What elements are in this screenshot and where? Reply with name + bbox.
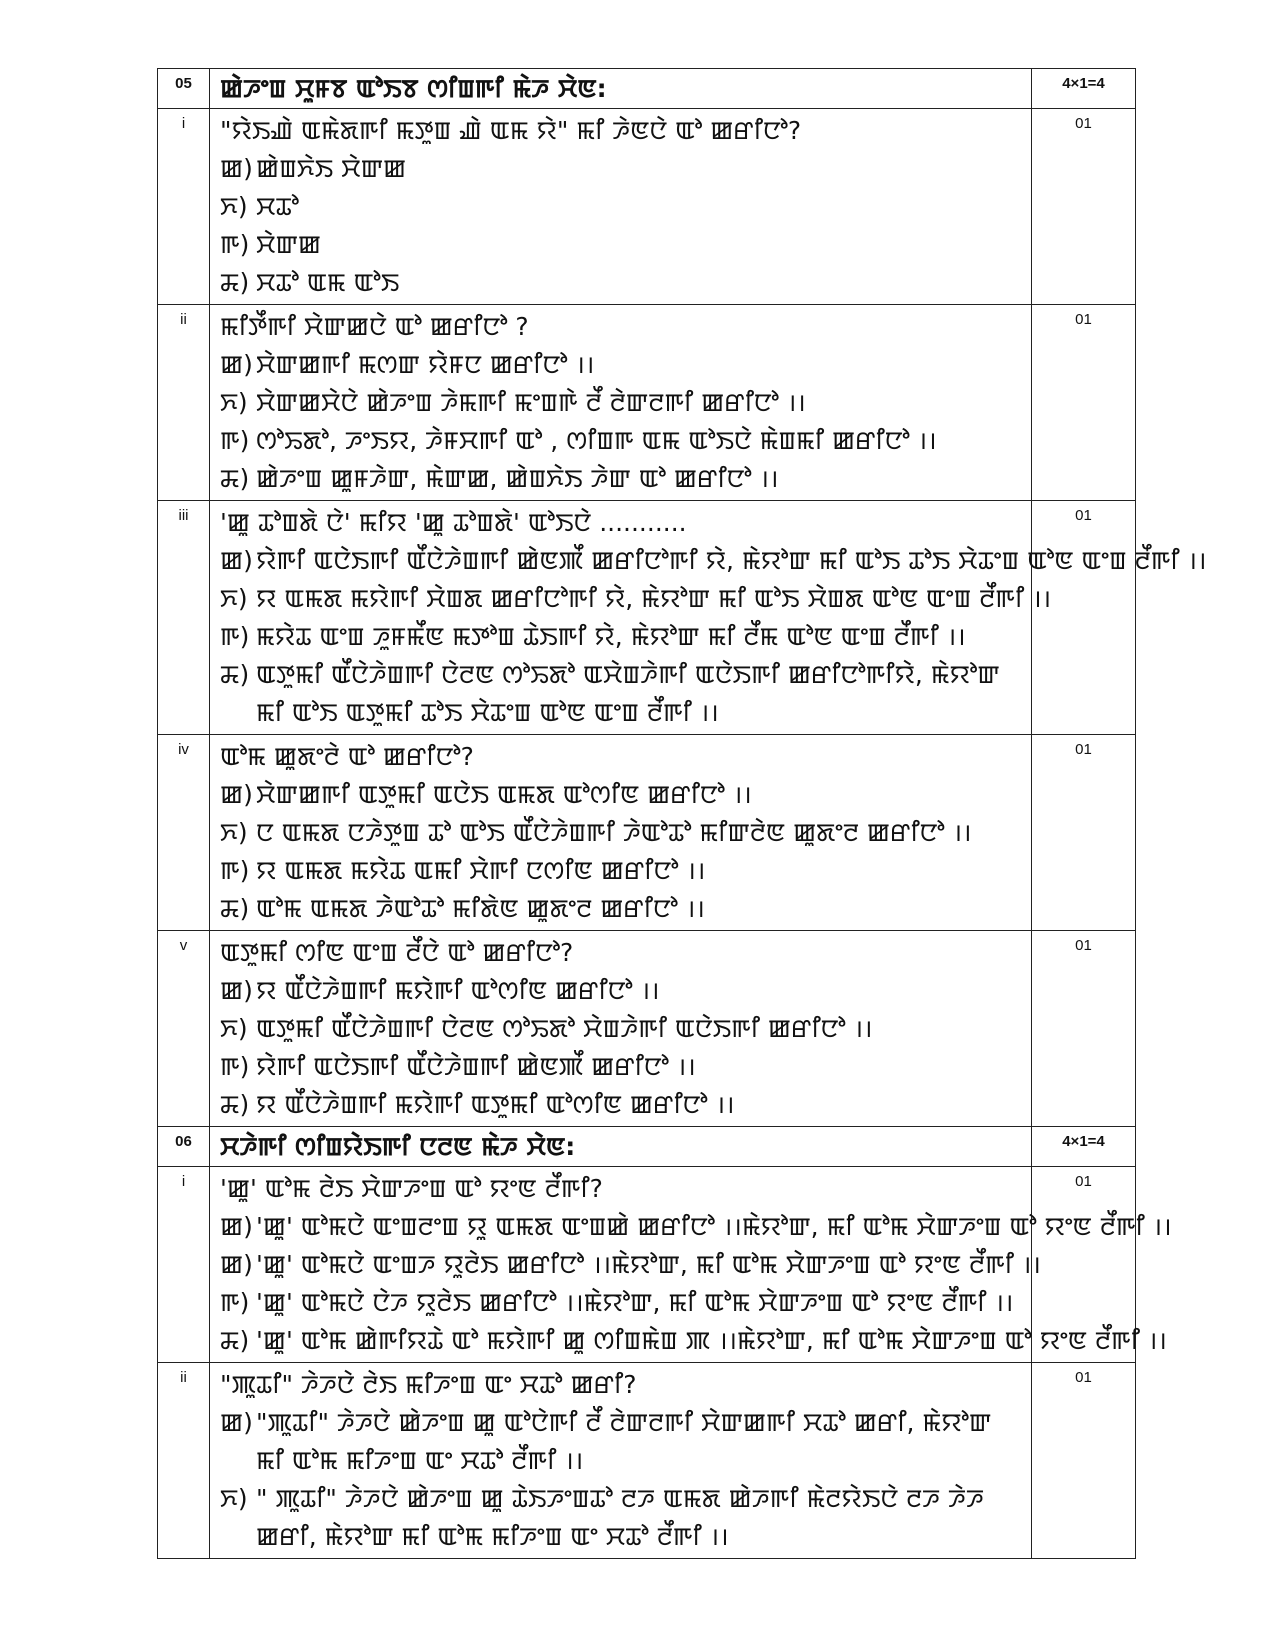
answer-option (220, 972, 1023, 1010)
option-text: ꯌ ꯑꯃꯗ ꯃꯌꯥꯊ ꯑꯃꯤ ꯆꯥꯒꯤ ꯅꯁꯤꯟ ꯀꯔꯤꯅꯣ ।। (256, 856, 706, 885)
answer-option (220, 1048, 1023, 1086)
answer-option (220, 852, 1023, 890)
answer-option (220, 188, 1023, 226)
question-stem: 'ꯀꯨ' ꯑꯣꯃ ꯂꯥꯏ ꯆꯥꯛꯍꯦꯡ ꯑꯣ ꯌꯦꯟ ꯂꯩꯒꯤ? (220, 1174, 603, 1203)
option-letter: ꯀ) (220, 1212, 253, 1241)
option-letter: ꯒ) (220, 230, 250, 259)
option-text: "ꯄꯨꯊꯤ" ꯍꯥꯍꯅꯥ ꯀꯥꯍꯦꯡ ꯀꯨ ꯑꯣꯅꯥꯒꯤ ꯂꯩ ꯂꯥꯛꯂꯒꯤ ꯆꯥꯛꯀꯒꯤ ꯆꯊꯣ ꯀꯔꯤ, ꯃꯥꯌꯣꯛ ꯃꯤ ꯑꯣꯃ ꯃꯤꯍꯦꯡ ꯑꯦ ꯆꯊꯣ ꯂꯩꯒꯤ ।। (256, 1408, 992, 1475)
question-row (158, 109, 1136, 305)
option-letter: ꯀ) (220, 546, 253, 575)
option-text: ꯀꯥꯍꯦꯡ ꯀꯨꯝꯍꯥꯛ, ꯃꯥꯛꯀ, ꯀꯥꯡꯈꯥꯏ ꯍꯥꯛ ꯑꯣ ꯀꯔꯤꯅꯣ ।। (256, 464, 779, 493)
answer-option (220, 226, 1023, 264)
answer-option (220, 422, 1023, 460)
option-letter: ꯒ) (220, 856, 250, 885)
option-text: 'ꯀꯨ' ꯑꯣꯃꯅꯥ ꯑꯦꯡꯍ ꯌꯨꯂꯥꯏ ꯀꯔꯤꯅꯣ ।।ꯃꯥꯌꯣꯛ, ꯃꯤ ꯑꯣꯃ ꯆꯥꯛꯍꯦꯡ ꯑꯣ ꯌꯦꯟ ꯂꯩꯒꯤ ।। (256, 1250, 1041, 1279)
answer-option (220, 150, 1023, 188)
section-title: ꯆꯍꯥꯒꯤ ꯁꯤꯡꯌꯥꯏꯒꯤ ꯅꯂꯟ ꯃꯥꯍ ꯆꯥꯟ: (220, 1132, 576, 1161)
option-text: ꯆꯥꯛꯀꯒꯤ ꯑꯇꯨꯃꯤ ꯑꯅꯥꯏ ꯑꯃꯗ ꯑꯣꯁꯤꯟ ꯀꯔꯤꯅꯣ ।। (256, 780, 752, 809)
answer-option (220, 1086, 1023, 1124)
question-body (210, 735, 1032, 931)
question-row (158, 305, 1136, 501)
option-letter: ꯒ) (220, 1288, 250, 1317)
question-marks: 01 (1032, 305, 1136, 501)
question-marks: 01 (1032, 109, 1136, 305)
section-number: 06 (158, 1127, 210, 1167)
question-body (210, 1363, 1032, 1559)
option-letter: ꯀ) (220, 350, 253, 379)
question-body (210, 931, 1032, 1127)
section-title-cell (210, 1127, 1032, 1167)
answer-option (220, 580, 1052, 618)
option-text: ꯌ ꯑꯩꯅꯥꯍꯥꯡꯒꯤ ꯃꯌꯥꯒꯤ ꯑꯇꯨꯃꯤ ꯑꯣꯁꯤꯟ ꯀꯔꯤꯅꯣ ।। (256, 1090, 735, 1119)
answer-option (220, 542, 1207, 580)
option-text: ꯌ ꯑꯩꯅꯥꯍꯥꯡꯒꯤ ꯃꯌꯥꯒꯤ ꯑꯣꯁꯤꯟ ꯀꯔꯤꯅꯣ ।। (256, 976, 660, 1005)
question-row (158, 931, 1136, 1127)
question-table-body (158, 69, 1207, 1559)
option-letter: ꯈ) (220, 818, 248, 847)
question-row (158, 501, 1136, 735)
question-number: iii (158, 501, 210, 735)
question-marks: 01 (1032, 501, 1136, 735)
option-text: ꯃꯌꯥꯊ ꯑꯦꯡ ꯍꯨꯝꯃꯩꯟ ꯃꯇꯣꯡ ꯊꯥꯏꯒꯤ ꯌꯥ, ꯃꯥꯌꯣꯛ ꯃꯤ ꯂꯩꯃ ꯑꯣꯟ ꯑꯦꯡ ꯂꯩꯒꯤ ।। (256, 622, 966, 651)
answer-option (220, 1208, 1172, 1246)
question-stem: "ꯌꯥꯏꯉꯥ ꯑꯃꯥꯗꯒꯤ ꯃꯇꯨꯡ ꯉꯥ ꯑꯃ ꯌꯥ" ꯃꯤ ꯍꯥꯟꯅꯥ ꯑꯣ ꯀꯔꯤꯅꯣ? (220, 116, 802, 145)
option-text: ꯆꯊꯣ ꯑꯃ ꯑꯣꯏ (256, 268, 400, 297)
question-number: ii (158, 305, 210, 501)
answer-option (220, 384, 1023, 422)
question-number: i (158, 109, 210, 305)
question-stem: "ꯄꯨꯊꯤ" ꯍꯥꯍꯅꯥ ꯂꯥꯏ ꯃꯤꯍꯦꯡ ꯑꯦ ꯆꯊꯣ ꯀꯔꯤ? (220, 1370, 637, 1399)
answer-option (220, 656, 1023, 732)
option-text: ꯌꯥꯒꯤ ꯑꯅꯥꯏꯒꯤ ꯑꯩꯅꯥꯍꯥꯡꯒꯤ ꯀꯥꯟꯄꯩ ꯀꯔꯤꯅꯣ ।। (256, 1052, 696, 1081)
option-letter: ꯒ) (220, 622, 250, 651)
question-number: i (158, 1167, 210, 1363)
section-marks: 4×1=4 (1032, 69, 1136, 109)
answer-option (220, 264, 1023, 302)
option-text: ꯅ ꯑꯃꯗ ꯅꯍꯥꯇꯨꯡ ꯊꯣ ꯑꯣꯏ ꯑꯩꯅꯥꯍꯥꯡꯒꯤ ꯍꯥꯑꯣꯊꯣ ꯃꯤꯛꯂꯥꯟ ꯀꯨꯗꯦꯂ ꯀꯔꯤꯅꯣ ।। (256, 818, 972, 847)
option-text: ꯆꯊꯣ (256, 192, 299, 221)
question-marks: 01 (1032, 1167, 1136, 1363)
option-text: ꯌ ꯑꯃꯗ ꯃꯌꯥꯒꯤ ꯆꯥꯡꯗ ꯀꯔꯤꯅꯣꯒꯤ ꯌꯥ, ꯃꯥꯌꯣꯛ ꯃꯤ ꯑꯣꯏ ꯆꯥꯡꯗ ꯑꯣꯟ ꯑꯦꯡ ꯂꯩꯒꯤ ।। (256, 584, 1052, 613)
option-text: ꯀꯥꯡꯈꯥꯏ ꯆꯥꯛꯀ (256, 154, 407, 183)
option-letter: ꯀ) (220, 1408, 253, 1437)
question-marks: 01 (1032, 735, 1136, 931)
question-row (158, 1167, 1136, 1363)
option-text: ꯆꯥꯛꯀꯆꯥꯅꯥ ꯀꯥꯍꯦꯡ ꯍꯥꯃꯒꯤ ꯃꯦꯡꯒꯥ ꯂꯩ ꯂꯥꯛꯂꯒꯤ ꯀꯔꯤꯅꯣ ।। (256, 388, 806, 417)
section-title-cell (210, 69, 1032, 109)
option-letter: ꯀ) (220, 1250, 253, 1279)
answer-option (220, 1322, 1167, 1360)
question-stem: ꯃꯤꯇꯩꯒꯤ ꯆꯥꯛꯀꯅꯥ ꯑꯣ ꯀꯔꯤꯅꯣ ? (220, 312, 529, 341)
answer-option (220, 814, 1023, 852)
option-text: 'ꯀꯨ' ꯑꯣꯃ ꯀꯥꯒꯤꯌꯊꯥ ꯑꯣ ꯃꯌꯥꯒꯤ ꯀꯨ ꯁꯤꯡꯃꯥꯡ ꯄ ।।ꯃꯥꯌꯣꯛ, ꯃꯤ ꯑꯣꯃ ꯆꯥꯛꯍꯦꯡ ꯑꯣ ꯌꯦꯟ ꯂꯩꯒꯤ ।। (256, 1326, 1167, 1355)
section-header-row (158, 69, 1136, 109)
option-letter: ꯘ) (220, 268, 250, 297)
answer-option (220, 1010, 1023, 1048)
option-text: ꯑꯇꯨꯃꯤ ꯑꯩꯅꯥꯍꯥꯡꯒꯤ ꯅꯥꯂꯟ ꯁꯣꯢꯗꯣ ꯑꯆꯥꯡꯍꯥꯒꯤ ꯑꯅꯥꯏꯒꯤ ꯀꯔꯤꯅꯣꯒꯤꯌꯥ, ꯃꯥꯌꯣꯛ ꯃꯤ ꯑꯣꯏ ꯑꯇꯨꯃꯤ ꯊꯣꯏ ꯆꯥꯊꯦꯡ ꯑꯣꯟ ꯑꯦꯡ ꯂꯩꯒꯤ ।। (256, 660, 1000, 727)
option-letter: ꯈ) (220, 1014, 248, 1043)
answer-option (220, 1284, 1023, 1322)
question-body (210, 305, 1032, 501)
answer-option (220, 890, 1023, 928)
question-marks: 01 (1032, 1363, 1136, 1559)
question-marks: 01 (1032, 931, 1136, 1127)
question-table (157, 68, 1207, 1559)
section-marks: 4×1=4 (1032, 1127, 1136, 1167)
answer-option (220, 1404, 1023, 1480)
option-text: ꯑꯣꯃ ꯑꯃꯗ ꯍꯥꯑꯣꯊꯣ ꯃꯤꯗꯥꯟ ꯀꯨꯗꯦꯂ ꯀꯔꯤꯅꯣ ।। (256, 894, 705, 923)
option-letter: ꯘ) (220, 660, 250, 689)
option-letter: ꯈ) (220, 1484, 248, 1513)
option-letter: ꯀ) (220, 780, 253, 809)
question-stem: 'ꯀꯨ ꯊꯣꯡꯗꯥ ꯅꯥ' ꯃꯤꯌ 'ꯀꯨ ꯊꯣꯡꯗꯥ' ꯑꯣꯏꯅꯥ ........... (220, 508, 687, 537)
option-letter: ꯒ) (220, 1052, 250, 1081)
option-letter: ꯈ) (220, 192, 248, 221)
answer-option (220, 346, 1023, 384)
option-text: 'ꯀꯨ' ꯑꯣꯃꯅꯥ ꯅꯥꯍ ꯌꯨꯂꯥꯏ ꯀꯔꯤꯅꯣ ।।ꯃꯥꯌꯣꯛ, ꯃꯤ ꯑꯣꯃ ꯆꯥꯛꯍꯦꯡ ꯑꯣ ꯌꯦꯟ ꯂꯩꯒꯤ ।। (256, 1288, 1014, 1317)
option-text: ꯑꯇꯨꯃꯤ ꯑꯩꯅꯥꯍꯥꯡꯒꯤ ꯅꯥꯂꯟ ꯁꯣꯢꯗꯣ ꯆꯥꯡꯍꯥꯒꯤ ꯑꯅꯥꯏꯒꯤ ꯀꯔꯤꯅꯣ ।। (256, 1014, 873, 1043)
option-letter: ꯈ) (220, 584, 248, 613)
option-text: ꯌꯥꯒꯤ ꯑꯅꯥꯏꯒꯤ ꯑꯩꯅꯥꯍꯥꯡꯒꯤ ꯀꯥꯟꯄꯩ ꯀꯔꯤꯅꯣꯒꯤ ꯌꯥ, ꯃꯥꯌꯣꯛ ꯃꯤ ꯑꯣꯏ ꯊꯣꯏ ꯆꯥꯊꯦꯡ ꯑꯣꯟ ꯑꯦꯡ ꯂꯩꯒꯤ ।। (256, 546, 1207, 575)
section-number: 05 (158, 69, 210, 109)
option-letter: ꯀ) (220, 154, 253, 183)
question-number: iv (158, 735, 210, 931)
question-number: v (158, 931, 210, 1127)
answer-option (220, 618, 1023, 656)
option-letter: ꯈ) (220, 388, 248, 417)
option-text: 'ꯀꯨ' ꯑꯣꯃꯅꯥ ꯑꯦꯡꯂꯦꯡ ꯌꯨ ꯑꯃꯗ ꯑꯦꯡꯀꯥ ꯀꯔꯤꯅꯣ ।।ꯃꯥꯌꯣꯛ, ꯃꯤ ꯑꯣꯃ ꯆꯥꯛꯍꯦꯡ ꯑꯣ ꯌꯦꯟ ꯂꯩꯒꯤ ।। (256, 1212, 1172, 1241)
option-text: " ꯄꯨꯊꯤ" ꯍꯥꯍꯅꯥ ꯀꯥꯍꯦꯡ ꯀꯨ ꯊꯥꯏꯍꯦꯡꯊꯣ ꯂꯍ ꯑꯃꯗ ꯀꯥꯍꯒꯤ ꯃꯥꯂꯌꯥꯏꯅꯥ ꯂꯍ ꯍꯥꯍ ꯀꯔꯤ, ꯃꯥꯌꯣꯛ ꯃꯤ ꯑꯣꯃ ꯃꯤꯍꯦꯡ ꯑꯦ ꯆꯊꯣ ꯂꯩꯒꯤ ।। (256, 1484, 984, 1551)
answer-option (220, 1246, 1041, 1284)
question-row (158, 1363, 1136, 1559)
option-letter: ꯘ) (220, 894, 250, 923)
question-stem: ꯑꯇꯨꯃꯤ ꯁꯤꯟ ꯑꯦꯡ ꯂꯩꯅꯥ ꯑꯣ ꯀꯔꯤꯅꯣ? (220, 938, 574, 967)
question-body (210, 109, 1032, 305)
option-letter: ꯒ) (220, 426, 250, 455)
answer-option (220, 460, 1023, 498)
section-header-row (158, 1127, 1136, 1167)
option-text: ꯆꯥꯛꯀꯒꯤ ꯃꯁꯛ ꯌꯥꯝꯅ ꯀꯔꯤꯅꯣ ।। (256, 350, 595, 379)
question-row (158, 735, 1136, 931)
question-stem: ꯑꯣꯃ ꯀꯨꯗꯦꯂꯥ ꯑꯣ ꯀꯔꯤꯅꯣ? (220, 742, 474, 771)
answer-option (220, 1480, 1023, 1556)
option-letter: ꯘ) (220, 464, 250, 493)
option-letter: ꯀ) (220, 976, 253, 1005)
option-text: ꯁꯣꯢꯗꯣ, ꯍꯦꯏꯌ, ꯍꯥꯝꯆꯒꯤ ꯑꯣ , ꯁꯤꯡꯒ ꯑꯃ ꯑꯣꯏꯅꯥ ꯃꯥꯡꯃꯤ ꯀꯔꯤꯅꯣ ।। (256, 426, 937, 455)
option-letter: ꯘ) (220, 1326, 250, 1355)
answer-option (220, 776, 1023, 814)
section-title: ꯀꯥꯍꯦꯡ ꯆꯨꯝꯕ ꯑꯣꯏꯕ ꯁꯤꯡꯒꯤ ꯃꯥꯍ ꯆꯥꯟ: (220, 74, 607, 103)
question-number: ii (158, 1363, 210, 1559)
option-letter: ꯘ) (220, 1090, 250, 1119)
option-text: ꯆꯥꯛꯀ (256, 230, 322, 259)
